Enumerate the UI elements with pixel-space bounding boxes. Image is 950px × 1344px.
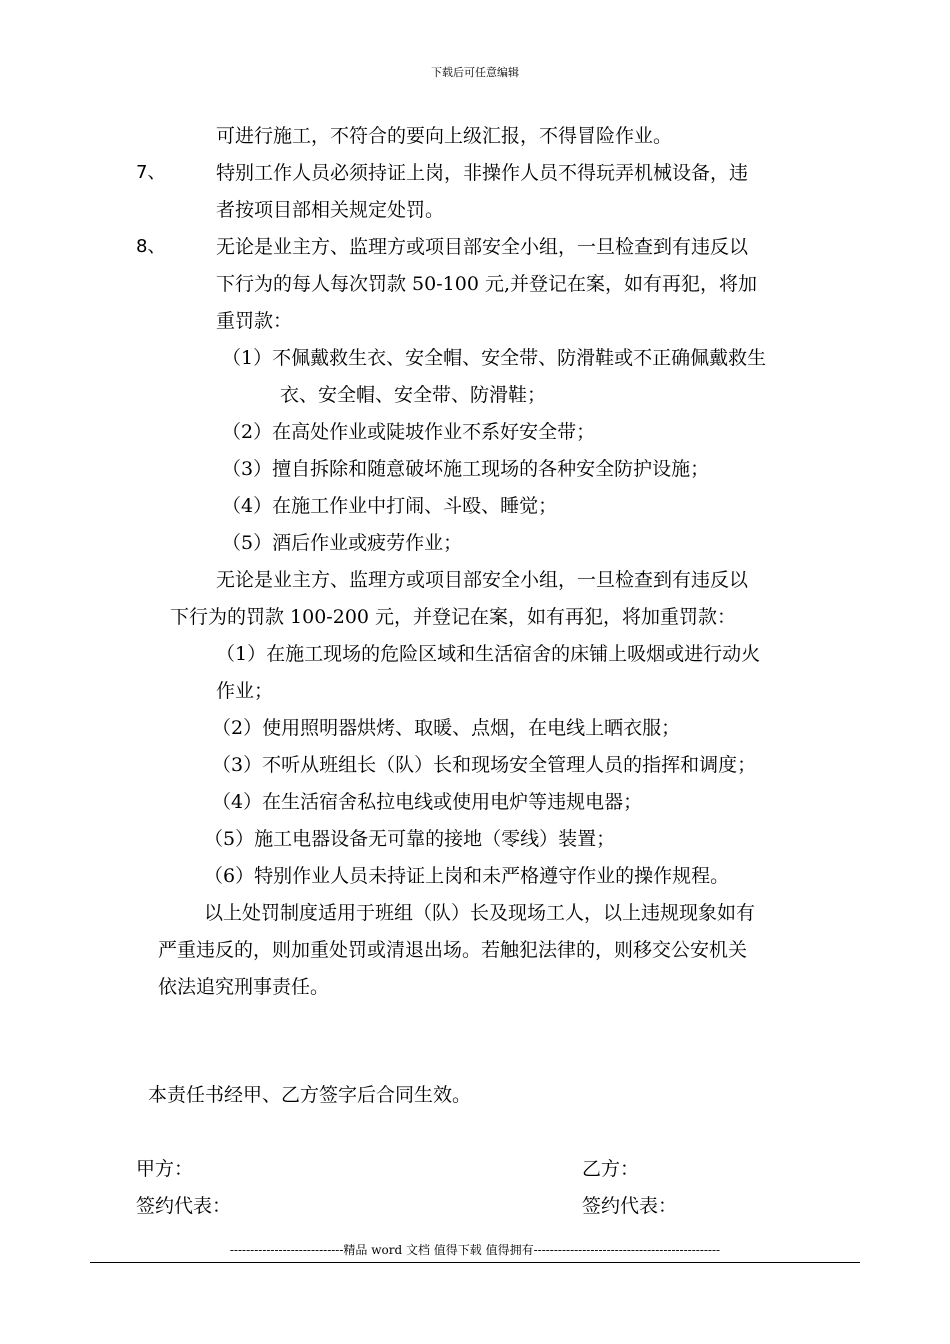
footer-text: ----------------------------精品 word 文档 值得下载 值得拥有---------------------------------------------- [229, 1243, 721, 1257]
paragraph-line: 下行为的罚款 100-200 元，并登记在案，如有再犯，将加重罚款： [170, 606, 737, 628]
list-item-continuation: 衣、安全帽、安全带、防滑鞋； [280, 384, 547, 406]
party-a-label: 甲方： [136, 1158, 194, 1180]
item-number-8: 8、 [136, 236, 166, 257]
paragraph-line: 严重违反的，则加重处罚或清退出场。若触犯法律的，则移交公安机关 [158, 939, 748, 961]
list-item: （2）在高处作业或陡坡作业不系好安全带； [222, 421, 596, 443]
effectiveness-clause: 本责任书经甲、乙方签字后合同生效。 [148, 1084, 472, 1106]
party-b-label: 乙方： [582, 1158, 640, 1180]
list-item-continuation: 作业； [216, 680, 274, 702]
party-b-representative-label: 签约代表： [582, 1195, 678, 1217]
paragraph-line: 下行为的每人每次罚款 50-100 元,并登记在案，如有再犯，将加 [216, 273, 757, 295]
list-item: （4）在生活宿舍私拉电线或使用电炉等违规电器； [212, 791, 643, 813]
list-item: （4）在施工作业中打闹、斗殴、睡觉； [222, 495, 558, 517]
footer-rule [90, 1262, 860, 1263]
list-item: （1）在施工现场的危险区域和生活宿舍的床铺上吸烟或进行动火 [216, 643, 761, 665]
party-a-representative-label: 签约代表： [136, 1195, 232, 1217]
list-item: （2）使用照明器烘烤、取暖、点烟，在电线上晒衣服； [212, 717, 681, 739]
paragraph-line: 者按项目部相关规定处罚。 [216, 199, 445, 221]
list-item: （5）施工电器设备无可靠的接地（零线）装置； [204, 828, 616, 850]
paragraph-line: 可进行施工，不符合的要向上级汇报，不得冒险作业。 [216, 125, 673, 147]
list-item: （5）酒后作业或疲劳作业； [222, 532, 463, 554]
paragraph-line: 重罚款： [216, 310, 293, 332]
item-number-7: 7、 [136, 162, 166, 183]
list-item: （3）不听从班组长（队）长和现场安全管理人员的指挥和调度； [212, 754, 757, 776]
paragraph-line: 无论是业主方、监理方或项目部安全小组，一旦检查到有违反以 [216, 236, 749, 258]
paragraph-line: 无论是业主方、监理方或项目部安全小组，一旦检查到有违反以 [216, 569, 749, 591]
list-item: （6）特别作业人员未持证上岗和未严格遵守作业的操作规程。 [204, 865, 730, 887]
paragraph-line: 依法追究刑事责任。 [158, 976, 330, 998]
paragraph-line: 特别工作人员必须持证上岗，非操作人员不得玩弄机械设备，违 [216, 162, 749, 184]
list-item: （1）不佩戴救生衣、安全帽、安全带、防滑鞋或不正确佩戴救生 [222, 347, 767, 369]
paragraph-line: 以上处罚制度适用于班组（队）长及现场工人，以上违规现象如有 [204, 902, 756, 924]
list-item: （3）擅自拆除和随意破坏施工现场的各种安全防护设施； [222, 458, 710, 480]
header-note: 下载后可任意编辑 [431, 66, 519, 79]
